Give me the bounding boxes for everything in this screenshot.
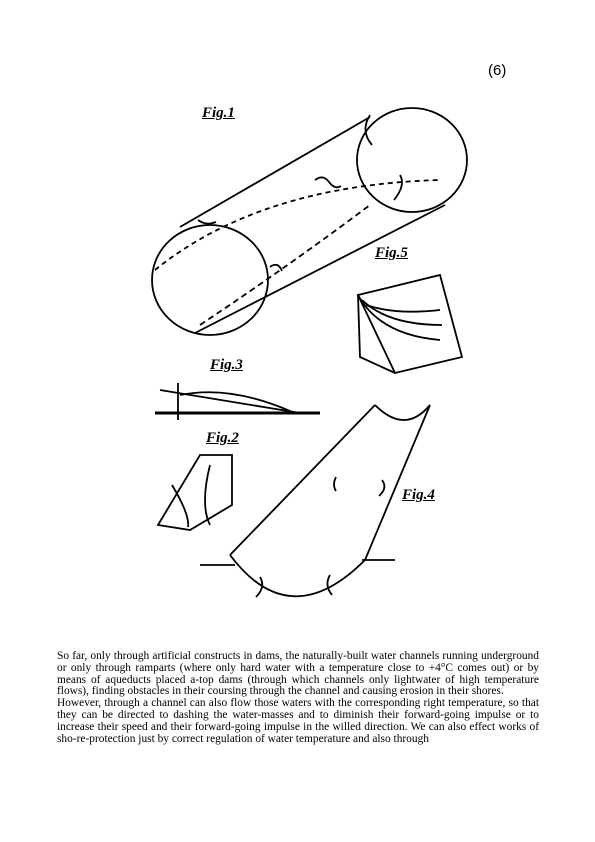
fig3-label: Fig.3 xyxy=(210,357,243,373)
fig2-label: Fig.2 xyxy=(206,430,239,446)
fig1-rear-circle xyxy=(357,108,467,212)
fig4-bottom-arc xyxy=(230,555,365,596)
fig5-plate xyxy=(358,275,462,373)
fig5-label: Fig.5 xyxy=(375,245,408,261)
fig1-top-edge xyxy=(180,117,370,227)
fig2-curve1 xyxy=(172,485,188,527)
page-number: (6) xyxy=(488,62,507,79)
fig1-lower-dash xyxy=(200,205,370,325)
fig4-vane-4 xyxy=(327,575,332,595)
fig4-top-arc xyxy=(375,405,430,420)
fig4-right-wall xyxy=(365,405,430,560)
fig1-vane-mid xyxy=(270,265,282,271)
body-text xyxy=(57,651,539,745)
fig4-label: Fig.4 xyxy=(402,487,435,503)
fig5-blade-1 xyxy=(358,295,440,340)
fig4-vane-3 xyxy=(256,577,262,597)
figure-sheet xyxy=(140,95,480,620)
fig4-vane-2 xyxy=(379,480,384,496)
fig2-curve2 xyxy=(205,465,210,525)
fig1-bottom-edge xyxy=(195,205,445,333)
fig1-label: Fig.1 xyxy=(202,105,235,121)
paragraph-1: So far, only through artificial constructs in dams, the naturally-built water channels running underground or only through ramparts (where only hard water with a temperature close to +4°C comes out) or by means of aqueducts placed a-top dams (through which channels only lightwater of high temperature flows), finding obstacles in their coursing through the channel and causing erosion in their shores. xyxy=(57,650,539,698)
fig1-vane-left xyxy=(198,220,216,224)
fig2-block xyxy=(158,455,232,530)
paragraph-2: However, through a channel can also flow those waters with the corresponding right temperature, so that they can be directed to dashing the water-masses and to diminish their forward-going impulse or to increase their speed and their forward-going impulse in the willed direction. We can also effect works of sho-re-protection just by correct regulation of water temperature and also through xyxy=(57,697,539,745)
fig4-left-wall xyxy=(230,405,375,555)
fig4-vane-1 xyxy=(334,477,336,491)
fig5-blade-2 xyxy=(362,300,442,325)
fig1-vane-rear2 xyxy=(394,175,402,200)
fig1-vane xyxy=(315,177,341,187)
patent-drawings xyxy=(140,95,480,620)
